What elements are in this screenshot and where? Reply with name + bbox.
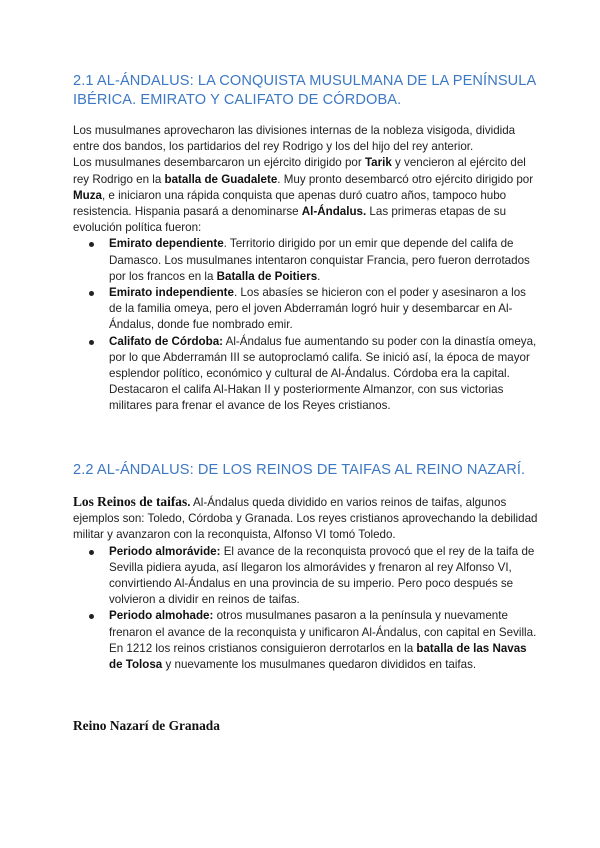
item-term: Periodo almorávide: xyxy=(109,544,221,558)
nazari-section xyxy=(73,718,538,734)
stages-list xyxy=(73,236,538,414)
bold-term-tarik: Tarik xyxy=(364,156,392,170)
item-text: otros musulmanes pasaron a la península y nuevamente frenaron el avance de la reconquista y unificaron Al-Ándalus, con capital en Sevilla. En 1212 los reinos cristianos consiguieron derrotarlos en la xyxy=(109,609,537,655)
item-term: Califato de Córdoba: xyxy=(109,334,224,348)
text-run: y vencieron al ejército del rey Rodrigo en la xyxy=(73,156,526,186)
bullet-icon xyxy=(89,291,94,296)
item-text: Al-Ándalus fue aumentando su poder con la dinastía omeya, por lo que Abderramán III se autoproclamó califa. Se inició así, la época de mayor esplendor político, económico y cultural de Al-Ándalus. Córdoba era la capital. Destacaron el califa Al-Hakan II y posteriormente Almanzor, con sus victorias militares para frenar el avance de los Reyes cristianos. xyxy=(109,334,537,413)
item-term: Emirato dependiente xyxy=(109,237,224,251)
section-1 xyxy=(73,72,538,110)
item-text: El avance de la reconquista provocó que el rey de la taifa de Sevilla pidiera ayuda, así llegaron los almorávides y frenaron al rey Alfonso VI, convirtiendo Al-Ándalus en una provincia de su imperio. Pero poco después se volvieron a dividir en reinos de taifas. xyxy=(109,544,535,607)
taifas-text: Al-Ándalus queda dividido en varios reinos de taifas, algunos ejemplos son: Toledo, Córdoba y Granada. Los reyes cristianos aprovechando la debilidad militar y avanzaron con la reconquista, Alfonso VI tomó Toledo. xyxy=(73,496,538,542)
periods-list xyxy=(73,544,538,674)
item-term: Emirato independiente xyxy=(109,286,234,300)
bullet-icon xyxy=(89,340,94,345)
text-run: . Muy pronto desembarcó otro ejército dirigido por xyxy=(277,172,534,186)
item-text: . Territorio dirigido por un emir que depende del califa de Damasco. Los musulmanes intentaron conquistar Francia, pero fueron derrotados por los francos en la xyxy=(109,237,530,283)
section-1-heading: 2.1 AL-ÁNDALUS: LA CONQUISTA MUSULMANA DE LA PENÍNSULA IBÉRICA. EMIRATO Y CALIFATO DE CÓRDOBA. xyxy=(73,73,536,108)
text-run: Las primeras etapas de su evolución política fueron: xyxy=(73,205,507,235)
bullet-icon xyxy=(89,550,94,555)
taifas-paragraph xyxy=(73,494,538,544)
nazari-title: Reino Nazarí de Granada xyxy=(73,718,220,733)
list-item xyxy=(73,236,538,285)
item-text: . xyxy=(317,269,321,283)
text-run: , e iniciaron una rápida conquista que apenas duró cuatro años, tampoco hubo resistencia. Hispania pasará a denominarse xyxy=(73,188,507,219)
section-2 xyxy=(73,461,538,480)
taifas-term: Los Reinos de taifas xyxy=(73,494,188,509)
section-2-heading: 2.2 AL-ÁNDALUS: DE LOS REINOS DE TAIFAS AL REINO NAZARÍ. xyxy=(73,462,526,478)
list-item xyxy=(73,544,538,609)
conquest-paragraph xyxy=(73,155,538,236)
section-1-body xyxy=(73,123,538,415)
item-bold-term: Batalla de Poitiers xyxy=(216,269,318,283)
item-text: y nuevamente los musulmanes quedaron divididos en taifas. xyxy=(162,658,477,672)
item-bold-term: batalla de las Navas de Tolosa xyxy=(109,641,527,672)
list-item xyxy=(73,334,538,415)
text-run: Los musulmanes desembarcaron un ejército dirigido por xyxy=(73,156,365,170)
intro-paragraph: Los musulmanes aprovecharon las divisiones internas de la nobleza visigoda, dividida entre dos bandos, los partidarios del rey Rodrigo y los del hijo del rey anterior. xyxy=(73,124,516,154)
bold-term-muza: Muza xyxy=(73,188,102,202)
section-2-body xyxy=(73,494,538,673)
list-item xyxy=(73,608,538,673)
bullet-icon xyxy=(89,614,94,619)
bold-term-alandalus: Al-Ándalus. xyxy=(301,205,367,219)
bold-term-guadalete: batalla de Guadalete xyxy=(164,172,278,186)
bullet-icon xyxy=(89,242,94,247)
list-item xyxy=(73,285,538,334)
taifas-dot: . xyxy=(187,496,191,509)
item-term: Periodo almohade: xyxy=(109,609,214,623)
item-text: . Los abasíes se hicieron con el poder y asesinaron a los de la familia omeya, pero el joven Abderramán logró huir y desembarcar en Al-Ándalus, donde fue nombrado emir. xyxy=(109,286,526,332)
